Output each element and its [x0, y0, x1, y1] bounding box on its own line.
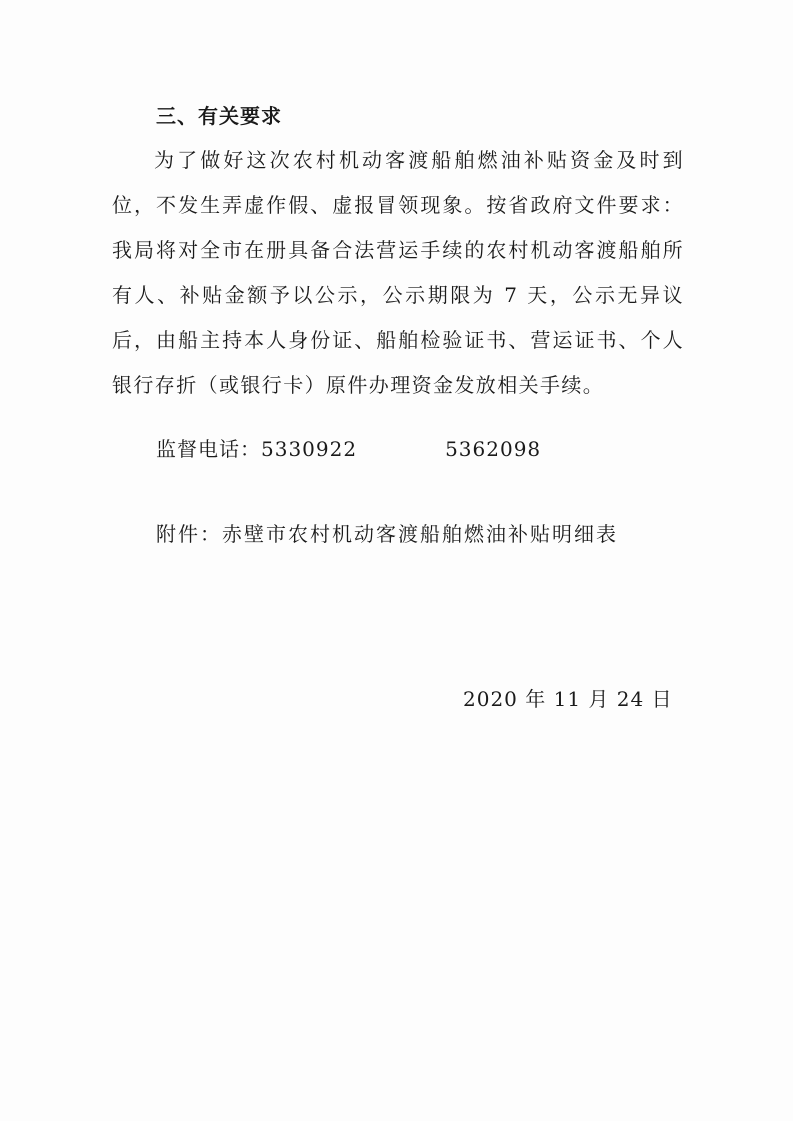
phone-number-1: 5330922 [261, 437, 358, 461]
phone-number-2: 5362098 [445, 437, 542, 461]
supervision-label: 监督电话： [156, 437, 261, 461]
document-date: 2020 年 11 月 24 日 [463, 687, 673, 711]
attachment-line: 附件：赤壁市农村机动客渡船舶燃油补贴明细表 [156, 522, 618, 546]
requirements-paragraph: 为了做好这次农村机动客渡船舶燃油补贴资金及时到位，不发生弄虚作假、虚报冒领现象。按省政府文件要求：我局将对全市在册具备合法营运手续的农村机动客渡船舶所有人、补贴金额予以公示，公示期限为 7 天，公示无异议后，由船主持本人身份证、船舶检验证书、营运证书、个人银行存折（或银行卡）原件办理资金发放相关手续。 [112, 148, 684, 397]
supervision-phone-line [156, 433, 541, 462]
section-heading: 三、有关要求 [156, 104, 282, 128]
